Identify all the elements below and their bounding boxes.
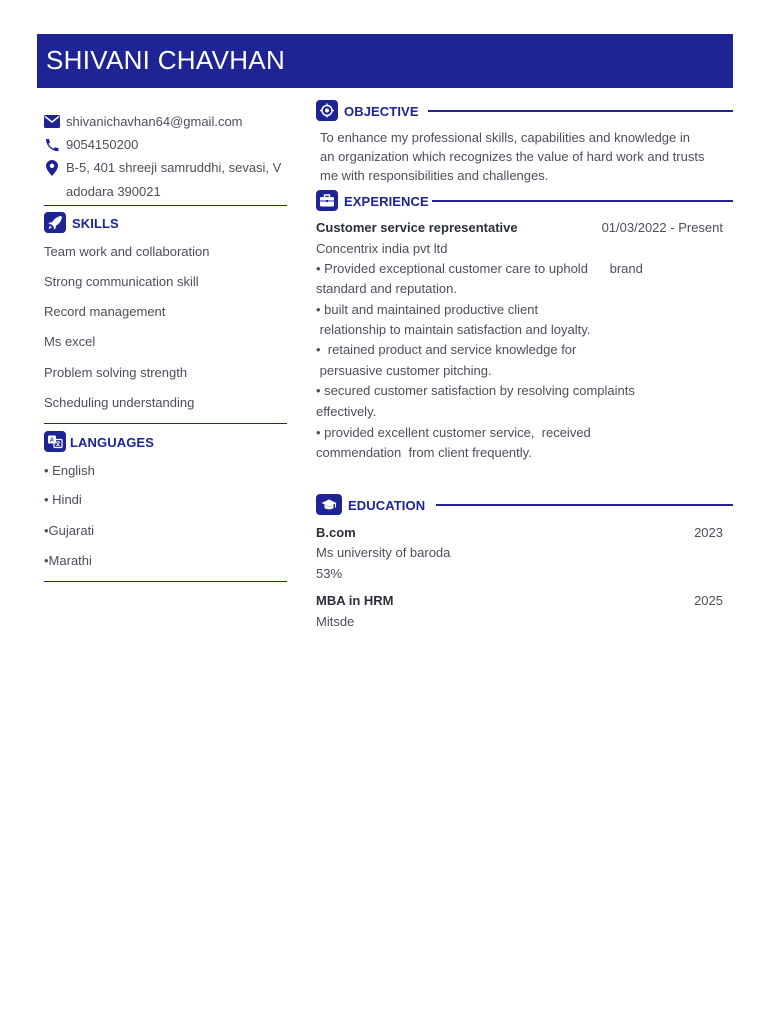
rocket-icon — [44, 212, 66, 233]
job-company: Concentrix india pvt ltd — [316, 241, 448, 256]
skill-item: Record management — [44, 304, 166, 319]
job-bullet-line: persuasive customer pitching. — [316, 363, 492, 378]
skills-divider — [44, 423, 287, 424]
skill-item: Ms excel — [44, 334, 96, 349]
languages-divider — [44, 581, 287, 582]
language-item: • Hindi — [44, 492, 82, 507]
experience-title: EXPERIENCE — [344, 194, 429, 209]
objective-title: OBJECTIVE — [344, 104, 419, 119]
envelope-icon — [44, 115, 60, 128]
skill-item: Strong communication skill — [44, 274, 199, 289]
objective-rule — [428, 110, 733, 112]
job-bullet-line: commendation from client frequently. — [316, 445, 532, 460]
education-school: Ms university of baroda — [316, 545, 451, 560]
phone-icon — [44, 138, 60, 152]
job-bullet-line: relationship to maintain satisfaction and loyalty. — [316, 322, 591, 337]
graduation-cap-icon — [316, 494, 342, 515]
job-bullet-line: • provided excellent customer service, received — [316, 425, 591, 440]
education-title: EDUCATION — [348, 498, 426, 513]
candidate-name: SHIVANI CHAVHAN — [46, 45, 286, 75]
education-school: Mitsde — [316, 614, 355, 629]
target-icon — [316, 100, 338, 121]
job-bullet-line: standard and reputation. — [316, 281, 457, 296]
email-text[interactable]: shivanichavhan64@gmail.com — [66, 114, 243, 129]
briefcase-icon — [316, 190, 338, 211]
skill-item: Team work and collaboration — [44, 244, 210, 259]
skill-item: Problem solving strength — [44, 365, 188, 380]
education-year: 2025 — [694, 593, 723, 608]
languages-title: LANGUAGES — [70, 435, 154, 450]
objective-line: To enhance my professional skills, capabilities and knowledge in — [320, 130, 690, 145]
job-bullet-line: • retained product and service knowledge for — [316, 342, 577, 357]
svg-text:A: A — [49, 436, 55, 444]
job-bullet-line: • built and maintained productive client — [316, 302, 539, 317]
objective-line: an organization which recognizes the value of hard work and trusts — [320, 149, 705, 164]
language-item: • English — [44, 463, 95, 478]
job-dates: 01/03/2022 - Present — [601, 220, 723, 235]
job-bullet-line: • secured customer satisfaction by resolving complaints — [316, 383, 635, 398]
education-rule — [436, 504, 733, 506]
education-degree: B.com — [316, 525, 356, 540]
language-item: •Gujarati — [44, 523, 95, 538]
experience-rule — [432, 200, 733, 202]
skill-item: Scheduling understanding — [44, 395, 195, 410]
job-bullet-line: • Provided exceptional customer care to uphold brand — [316, 261, 643, 276]
address-line-1: B-5, 401 shreeji samruddhi, sevasi, V — [66, 160, 282, 175]
education-grade: 53% — [316, 566, 343, 581]
translate-icon — [44, 431, 66, 452]
location-pin-icon — [46, 160, 58, 176]
job-bullet-line: effectively. — [316, 404, 377, 419]
phone-text: 9054150200 — [66, 137, 139, 152]
contact-divider — [44, 205, 287, 206]
header-banner — [37, 34, 733, 88]
education-degree: MBA in HRM — [316, 593, 394, 608]
language-item: •Marathi — [44, 553, 92, 568]
education-year: 2023 — [694, 525, 723, 540]
job-role: Customer service representative — [316, 220, 518, 235]
address-line-2: adodara 390021 — [66, 184, 161, 199]
skills-title: SKILLS — [72, 216, 119, 231]
objective-line: me with responsibilities and challenges. — [320, 168, 549, 183]
